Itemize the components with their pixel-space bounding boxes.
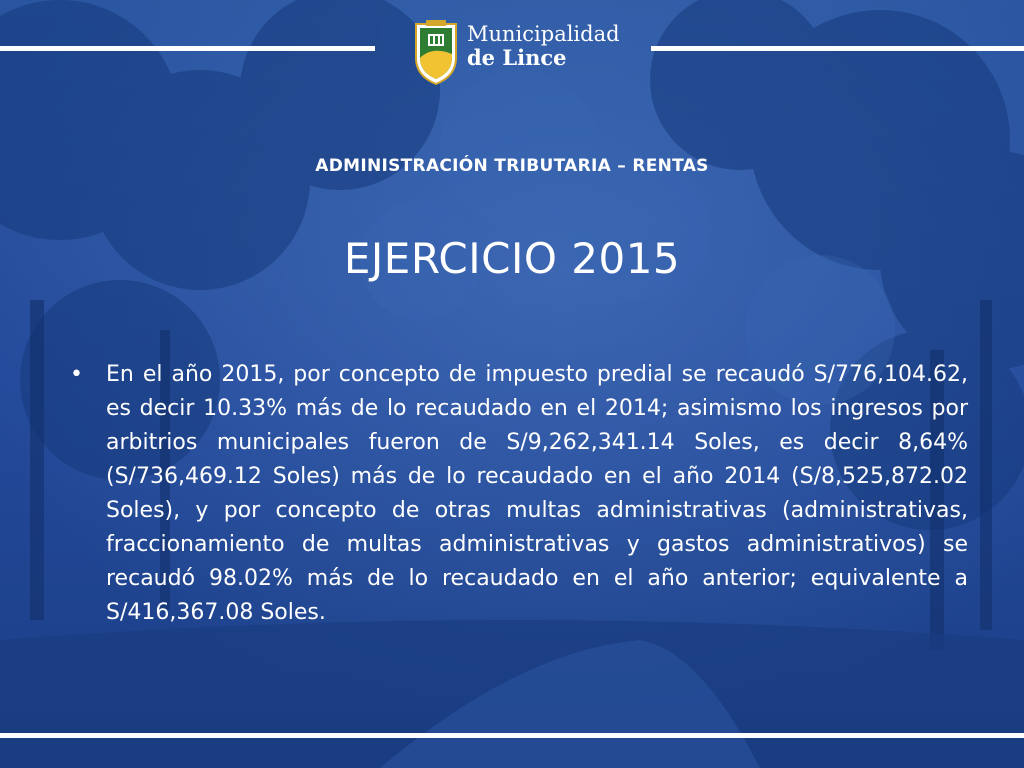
- municipal-shield-logo-icon: [412, 18, 460, 86]
- header-rule-left: [0, 46, 375, 51]
- page-title: EJERCICIO 2015: [343, 234, 681, 283]
- brand-line-1: Municipalidad: [467, 22, 620, 46]
- header-rule-right: [651, 46, 1024, 51]
- footer-rule: [0, 733, 1024, 738]
- section-title: ADMINISTRACIÓN TRIBUTARIA – RENTAS: [315, 156, 709, 176]
- brand-line-2: de Lince: [467, 45, 567, 70]
- bullet-marker: •: [70, 362, 83, 387]
- body-paragraph: En el año 2015, por concepto de impuesto predial se recaudó S/776,104.62, es decir 10.33% más de lo recaudado en el 2014; asimismo los ingresos por arbitrios municipales fueron de S/9,262,341.14 Soles, es decir 8,64% (S/736,469.12 Soles) más de lo recaudado en el año 2014 (S/8,525,872.02 Soles), y por concepto de otras multas administrativas (administrativas, fraccionamiento de multas administrativas y gastos administrativos) se recaudó 98.02% más de lo recaudado en el año anterior; equivalente a S/416,367.08 Soles.: [106, 362, 968, 625]
- brand-name: [467, 22, 620, 70]
